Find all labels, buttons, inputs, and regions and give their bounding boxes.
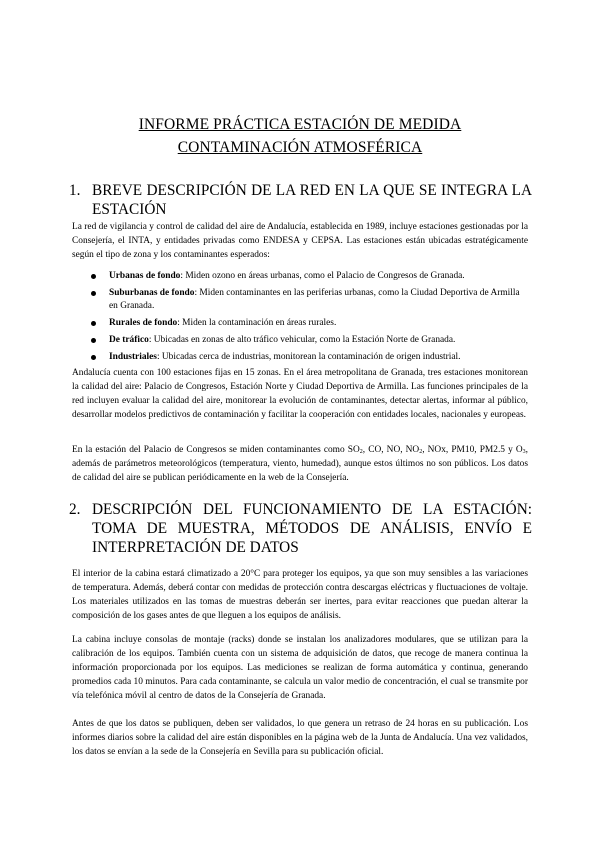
- station-types-list: [92, 270, 528, 368]
- bullet-icon: [91, 338, 96, 343]
- list-item: [92, 270, 528, 283]
- section-2-paragraph-3: Antes de que los datos se publiquen, deben ser validados, lo que genera un retraso de 24 horas en su publicación. Los informes diarios sobre la calidad del aire están disponibles en la página web de la Junta de Andalucía. Una vez validados, los datos se envían a la sede de la Consejería en Sevilla para su publicación oficial.: [72, 719, 528, 757]
- list-item-term: Suburbanas de fondo: [109, 288, 195, 298]
- section-1-paragraph-3: [72, 443, 528, 485]
- list-item-term: De tráfico: [109, 335, 149, 345]
- section-1-paragraph-1: La red de vigilancia y control de calidad del aire de Andalucía, establecida en 1989, incluye estaciones gestionadas por la Consejería, el INTA, y entidades privadas como ENDESA y CEPSA. Las estaciones están ubicadas estratégicamente según el tipo de zona y los contaminantes esperados:: [72, 222, 528, 260]
- list-item: [92, 317, 528, 330]
- bullet-icon: [91, 321, 96, 326]
- subscript: 3: [522, 449, 526, 455]
- paragraph-text: , NOx, PM10, PM2.5 y O: [422, 445, 523, 455]
- section-1-number: 1.: [69, 182, 81, 199]
- paragraph-text: , CO, NO, NO: [362, 445, 420, 455]
- subscript: 2: [419, 449, 423, 455]
- list-item-text: : Ubicadas cerca de industrias, monitorean la contaminación de origen industrial.: [156, 352, 461, 362]
- paragraph-text: , además de parámetros meteorológicos (temperatura, viento, humedad), aunque estos últimos no son públicos. Los datos de calidad del aire se publican periódicamente en la web de la Consejería.: [72, 445, 528, 483]
- section-2-heading: [69, 500, 532, 557]
- title-line-2: CONTAMINACIÓN ATMOSFÉRICA: [177, 139, 423, 156]
- section-2-number: 2.: [69, 501, 81, 518]
- subscript: 2: [359, 449, 363, 455]
- list-item: [92, 287, 528, 313]
- paragraph-text: En la estación del Palacio de Congresos se miden contaminantes como SO: [72, 445, 360, 455]
- list-item: [92, 334, 528, 347]
- list-item-term: Rurales de fondo: [109, 318, 178, 328]
- bullet-icon: [91, 355, 96, 360]
- list-item-text: : Ubicadas en zonas de alto tráfico vehicular, como la Estación Norte de Granada.: [148, 335, 456, 345]
- list-item: [92, 351, 528, 364]
- title-line-1: INFORME PRÁCTICA ESTACIÓN DE MEDIDA: [138, 116, 462, 133]
- list-item-term: Urbanas de fondo: [109, 271, 181, 281]
- list-item-term: Industriales: [109, 352, 157, 362]
- section-1-heading-text: BREVE DESCRIPCIÓN DE LA RED EN LA QUE SE INTEGRA LA ESTACIÓN: [92, 182, 532, 218]
- section-2-heading-text: DESCRIPCIÓN DEL FUNCIONAMIENTO DE LA ESTACIÓN: TOMA DE MUESTRA, MÉTODOS DE ANÁLISIS, ENVÍO E INTERPRETACIÓN DE DATOS: [92, 501, 532, 556]
- bullet-icon: [91, 291, 96, 296]
- bullet-icon: [91, 274, 96, 279]
- list-item-text: : Miden la contaminación en áreas rurales.: [177, 318, 337, 328]
- list-item-text: : Miden contaminantes en las periferias urbanas, como la Ciudad Deportiva de Armilla en Granada.: [109, 288, 520, 311]
- list-item-text: : Miden ozono en áreas urbanas, como el Palacio de Congresos de Granada.: [180, 271, 465, 281]
- document-title: [60, 113, 540, 159]
- section-2-paragraph-2: La cabina incluye consolas de montaje (racks) donde se instalan los analizadores modulares, que se utilizan para la calibración de los equipos. También cuenta con un sistema de adquisición de datos, que recoge de manera continua la información proporcionada por los equipos. Las mediciones se realizan de forma automática y continua, generando promedios cada 10 minutos. Para cada contaminante, se calcula un valor medio de concentración, el cual se transmite por vía telefónica móvil al centro de datos de la Consejería de Granada.: [72, 635, 528, 701]
- section-1-heading: [69, 181, 532, 219]
- section-2-paragraph-1: El interior de la cabina estará climatizado a 20°C para proteger los equipos, ya que son muy sensibles a las variaciones de temperatura. Además, deberá contar con medidas de protección contra descargas eléctricas y fluctuaciones de voltaje. Los materiales utilizados en las tomas de muestras deberán ser inertes, para evitar reacciones que puedan alterar la composición de los gases antes de que lleguen a los equipos de análisis.: [72, 569, 528, 621]
- section-1-paragraph-2: Andalucía cuenta con 100 estaciones fijas en 15 zonas. En el área metropolitana de Granada, tres estaciones monitorean la calidad del aire: Palacio de Congresos, Estación Norte y Ciudad Deportiva de Armilla. Las funciones principales de la red incluyen evaluar la calidad del aire, monitorear la evolución de contaminantes, detectar alertas, informar al público, desarrollar modelos predictivos de contaminación y facilitar la cooperación con entidades locales, nacionales y europeas.: [72, 368, 528, 420]
